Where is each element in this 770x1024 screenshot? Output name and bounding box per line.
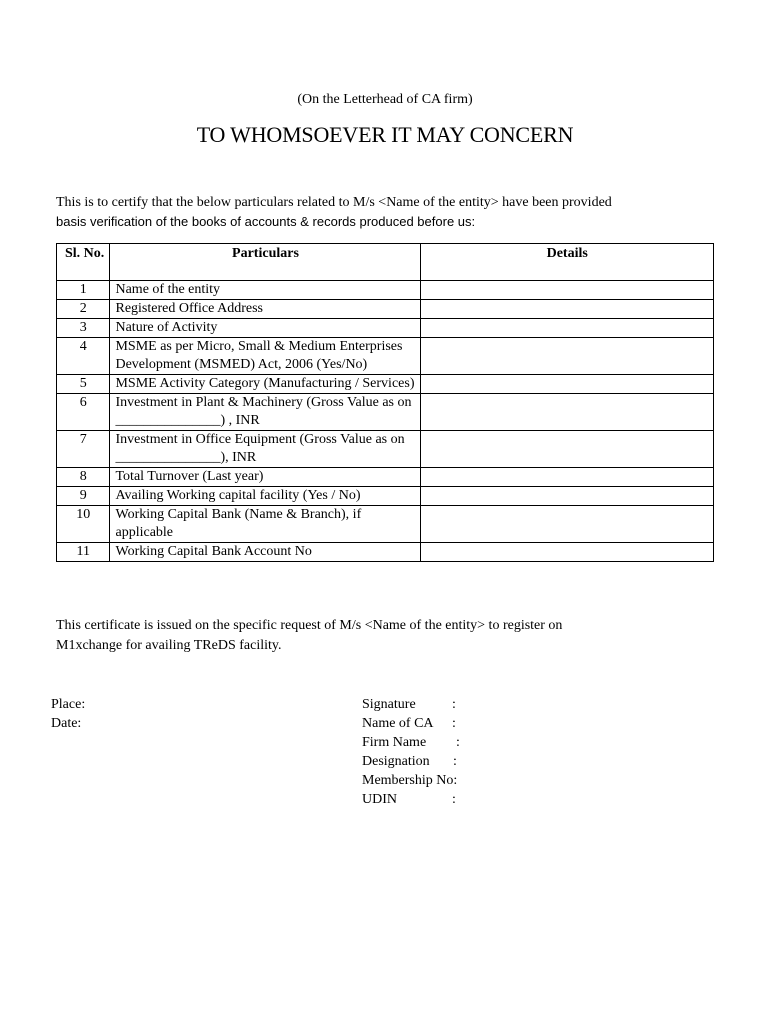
row-number: 10 (57, 506, 110, 543)
intro-line-2: basis verification of the books of accounts & records produced before us: (56, 214, 476, 229)
udin-label: UDIN (362, 792, 397, 807)
row-number: 4 (57, 338, 110, 375)
header-sl-no: Sl. No. (57, 244, 110, 281)
membership-no-line (362, 771, 460, 790)
row-detail-cell[interactable] (421, 506, 714, 543)
table-row (57, 281, 714, 300)
table-row (57, 338, 714, 375)
row-particular: Registered Office Address (110, 300, 421, 319)
row-number: 9 (57, 487, 110, 506)
table-row (57, 543, 714, 562)
membership-no-label: Membership No: (362, 773, 458, 788)
document-title: TO WHOMSOEVER IT MAY CONCERN (196, 122, 574, 147)
header-particulars: Particulars (110, 244, 421, 281)
row-detail-cell[interactable] (421, 487, 714, 506)
row-particular: Total Turnover (Last year) (110, 468, 421, 487)
name-of-ca-line (362, 714, 460, 733)
table-row (57, 506, 714, 543)
row-detail-cell[interactable] (421, 431, 714, 468)
row-particular: Working Capital Bank (Name & Branch), if applicable (110, 506, 421, 543)
table-row (57, 375, 714, 394)
place-date-block (51, 695, 85, 733)
row-number: 1 (57, 281, 110, 300)
row-particular: Name of the entity (110, 281, 421, 300)
row-number: 7 (57, 431, 110, 468)
table-row (57, 431, 714, 468)
row-particular: Availing Working capital facility (Yes / No) (110, 487, 421, 506)
row-detail-cell[interactable] (421, 338, 714, 375)
signature-block (362, 695, 460, 809)
date-label: Date: (51, 716, 82, 731)
closing-paragraph (56, 616, 716, 656)
intro-paragraph (56, 193, 716, 231)
signature-colon: : (452, 697, 456, 712)
row-detail-cell[interactable] (421, 300, 714, 319)
row-particular: Nature of Activity (110, 319, 421, 338)
firm-name-line (362, 733, 460, 752)
row-particular: MSME as per Micro, Small & Medium Enterprises Development (MSMED) Act, 2006 (Yes/No) (110, 338, 421, 375)
row-particular: Working Capital Bank Account No (110, 543, 421, 562)
row-detail-cell[interactable] (421, 319, 714, 338)
name-of-ca-label: Name of CA (362, 716, 434, 731)
row-detail-cell[interactable] (421, 281, 714, 300)
closing-line-1: This certificate is issued on the specific request of M/s <Name of the entity> to register on (56, 618, 563, 633)
table-row (57, 394, 714, 431)
row-detail-cell[interactable] (421, 543, 714, 562)
signature-line (362, 695, 460, 714)
row-detail-cell[interactable] (421, 375, 714, 394)
udin-colon: : (452, 792, 456, 807)
particulars-table (56, 243, 714, 562)
letterhead-note: (On the Letterhead of CA firm) (297, 92, 473, 107)
row-number: 6 (57, 394, 110, 431)
row-number: 2 (57, 300, 110, 319)
table-row (57, 468, 714, 487)
closing-line-2: M1xchange for availing TReDS facility. (56, 638, 282, 653)
firm-name-label: Firm Name (362, 735, 427, 750)
row-detail-cell[interactable] (421, 468, 714, 487)
designation-label: Designation (362, 754, 430, 769)
udin-line (362, 790, 460, 809)
row-particular: MSME Activity Category (Manufacturing / Services) (110, 375, 421, 394)
row-detail-cell[interactable] (421, 394, 714, 431)
place-label: Place: (51, 697, 86, 712)
table-header-row (57, 244, 714, 281)
table-row (57, 487, 714, 506)
name-of-ca-colon: : (452, 716, 456, 731)
row-particular: Investment in Plant & Machinery (Gross Value as on _______________) , INR (110, 394, 421, 431)
row-particular: Investment in Office Equipment (Gross Value as on _______________), INR (110, 431, 421, 468)
header-details: Details (421, 244, 714, 281)
firm-name-colon: : (456, 735, 460, 750)
row-number: 5 (57, 375, 110, 394)
intro-line-1: This is to certify that the below particulars related to M/s <Name of the entity> have been provided (56, 195, 612, 210)
signature-label: Signature (362, 697, 416, 712)
designation-colon: : (453, 754, 457, 769)
row-number: 3 (57, 319, 110, 338)
table-row (57, 300, 714, 319)
designation-line (362, 752, 460, 771)
row-number: 8 (57, 468, 110, 487)
table-row (57, 319, 714, 338)
row-number: 11 (57, 543, 110, 562)
